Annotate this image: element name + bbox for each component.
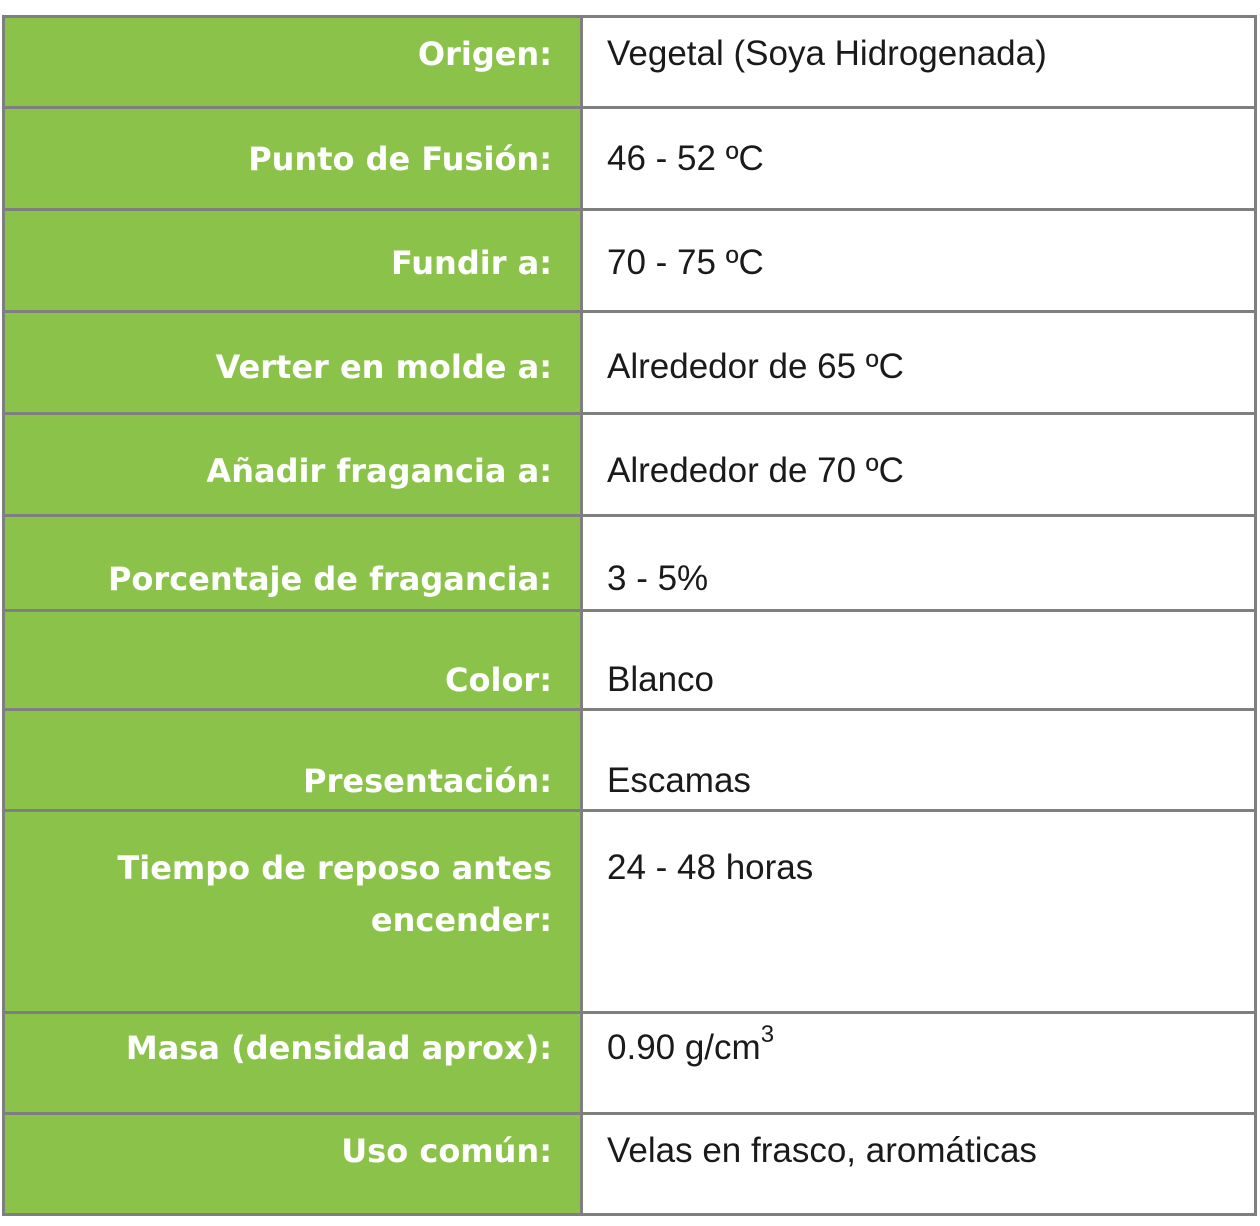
table-row	[4, 414, 1256, 516]
table-row	[4, 710, 1256, 811]
row-value-fundir: 70 - 75 ºC	[582, 210, 1256, 312]
row-label-uso-comun: Uso común:	[4, 1114, 582, 1215]
row-value-uso-comun: Velas en frasco, aromáticas	[582, 1114, 1256, 1215]
row-value-tiempo-reposo: 24 - 48 horas	[582, 811, 1256, 1013]
row-value-verter: Alrededor de 65 ºC	[582, 312, 1256, 414]
table-row	[4, 312, 1256, 414]
specs-table	[2, 15, 1257, 1216]
row-value-presentacion: Escamas	[582, 710, 1256, 811]
masa-value-superscript: 3	[760, 1021, 775, 1049]
table-row	[4, 108, 1256, 210]
row-label-origen: Origen:	[4, 17, 582, 108]
row-value-masa	[582, 1013, 1256, 1114]
row-value-punto-fusion: 46 - 52 ºC	[582, 108, 1256, 210]
row-label-masa: Masa (densidad aprox):	[4, 1013, 582, 1114]
table-row	[4, 1114, 1256, 1215]
row-label-tiempo-reposo: Tiempo de reposo antes encender:	[4, 811, 582, 1013]
table-row	[4, 611, 1256, 710]
row-label-presentacion: Presentación:	[4, 710, 582, 811]
row-label-punto-fusion: Punto de Fusión:	[4, 108, 582, 210]
row-label-anadir-fragancia: Añadir fragancia a:	[4, 414, 582, 516]
row-value-porcentaje: 3 - 5%	[582, 516, 1256, 611]
row-label-color: Color:	[4, 611, 582, 710]
masa-value-text: 0.90 g/cm	[607, 1028, 761, 1067]
table-row	[4, 1013, 1256, 1114]
row-label-verter: Verter en molde a:	[4, 312, 582, 414]
row-value-origen: Vegetal (Soya Hidrogenada)	[582, 17, 1256, 108]
row-label-porcentaje: Porcentaje de fragancia:	[4, 516, 582, 611]
row-value-color: Blanco	[582, 611, 1256, 710]
table-row	[4, 811, 1256, 1013]
table-row	[4, 516, 1256, 611]
row-value-anadir-fragancia: Alrededor de 70 ºC	[582, 414, 1256, 516]
table-row	[4, 17, 1256, 108]
row-label-fundir: Fundir a:	[4, 210, 582, 312]
table-row	[4, 210, 1256, 312]
